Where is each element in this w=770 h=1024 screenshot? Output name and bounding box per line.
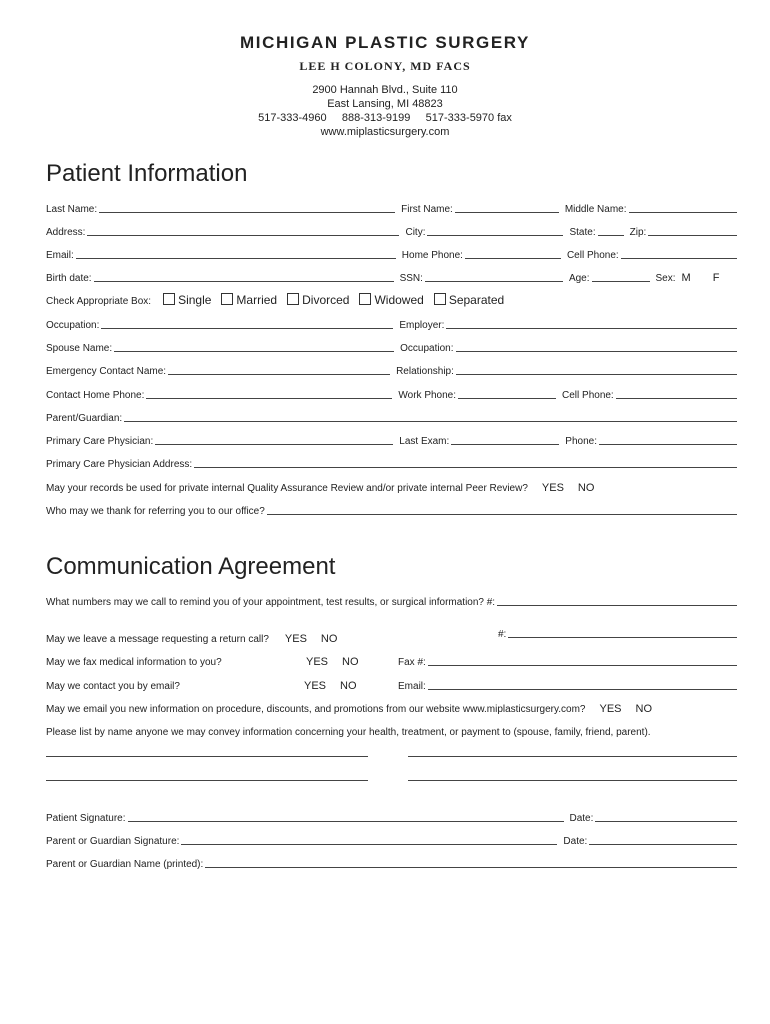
cell-phone-field[interactable] bbox=[621, 258, 737, 259]
state-label: State: bbox=[569, 227, 596, 238]
checkbox-single-label: Single bbox=[178, 293, 212, 307]
guardian-signature-label: Parent or Guardian Signature: bbox=[46, 836, 180, 847]
section-title-communication-agreement: Communication Agreement bbox=[46, 553, 336, 580]
relationship-label: Relationship: bbox=[396, 366, 454, 377]
address-label: Address: bbox=[46, 227, 86, 238]
relationship-field[interactable] bbox=[456, 374, 737, 375]
spouse-name-field[interactable] bbox=[114, 351, 394, 352]
checkbox-widowed[interactable] bbox=[359, 293, 423, 307]
primary-care-label: Primary Care Physician: bbox=[46, 436, 154, 447]
sex-option-f[interactable]: F bbox=[712, 272, 720, 284]
guardian-name-label: Parent or Guardian Name (printed): bbox=[46, 859, 204, 870]
fax-question: May we fax medical information to you? bbox=[46, 657, 222, 668]
parent-guardian-field[interactable] bbox=[124, 421, 737, 422]
authorized-person-line-4[interactable] bbox=[408, 780, 737, 781]
reminder-number-field[interactable] bbox=[497, 605, 737, 606]
primary-care-address-label: Primary Care Physician Address: bbox=[46, 459, 193, 470]
referral-label: Who may we thank for referring you to our office? bbox=[46, 506, 265, 517]
row-marital-status bbox=[46, 291, 737, 307]
row-guardian-signature bbox=[46, 831, 737, 847]
row-reminder-numbers bbox=[46, 592, 737, 608]
patient-signature-field[interactable] bbox=[128, 821, 564, 822]
checkbox-single[interactable] bbox=[163, 293, 211, 307]
emergency-contact-field[interactable] bbox=[168, 374, 390, 375]
email-contact-no[interactable]: NO bbox=[340, 680, 357, 692]
email-address-field[interactable] bbox=[428, 689, 737, 690]
state-field[interactable] bbox=[598, 235, 624, 236]
fax-yes[interactable]: YES bbox=[306, 656, 329, 668]
parent-guardian-label: Parent/Guardian: bbox=[46, 413, 123, 424]
row-promotions bbox=[46, 699, 737, 715]
checkbox-separated[interactable] bbox=[434, 293, 504, 307]
qa-review-no[interactable]: NO bbox=[577, 482, 595, 494]
last-exam-field[interactable] bbox=[451, 444, 559, 445]
checkbox-married-box[interactable] bbox=[221, 293, 233, 305]
email-field[interactable] bbox=[76, 258, 396, 259]
row-birth bbox=[46, 268, 737, 284]
sex-label: Sex: bbox=[655, 273, 676, 284]
middle-name-field[interactable] bbox=[629, 212, 737, 213]
convey-instructions: Please list by name anyone we may convey information concerning your health, treatment, or payment to (spouse, family, friend, parent). bbox=[46, 727, 651, 738]
work-phone-field[interactable] bbox=[458, 398, 556, 399]
check-box-label: Check Appropriate Box: bbox=[46, 296, 152, 307]
checkbox-divorced-box[interactable] bbox=[287, 293, 299, 305]
phone-label: Phone: bbox=[565, 436, 597, 447]
ssn-field[interactable] bbox=[425, 281, 563, 282]
row-primary-care bbox=[46, 431, 737, 447]
checkbox-widowed-box[interactable] bbox=[359, 293, 371, 305]
contact-cell-phone-label: Cell Phone: bbox=[562, 390, 614, 401]
row-occupation bbox=[46, 315, 737, 331]
checkbox-single-box[interactable] bbox=[163, 293, 175, 305]
zip-field[interactable] bbox=[648, 235, 737, 236]
spouse-occupation-field[interactable] bbox=[456, 351, 737, 352]
city-label: City: bbox=[405, 227, 426, 238]
website: www.miplasticsurgery.com bbox=[320, 126, 450, 138]
fax-number-label: Fax #: bbox=[398, 657, 426, 668]
phone-numbers: 517-333-4960 888-313-9199 517-333-5970 fax bbox=[258, 112, 512, 124]
leave-message-yes[interactable]: YES bbox=[284, 633, 307, 645]
section-title-patient-information: Patient Information bbox=[46, 160, 248, 187]
primary-care-address-field[interactable] bbox=[194, 467, 737, 468]
row-referral bbox=[46, 501, 737, 517]
age-field[interactable] bbox=[592, 281, 650, 282]
employer-field[interactable] bbox=[446, 328, 737, 329]
email-contact-yes[interactable]: YES bbox=[304, 680, 327, 692]
row-fax bbox=[46, 652, 737, 668]
emergency-contact-label: Emergency Contact Name: bbox=[46, 366, 167, 377]
row-leave-message bbox=[46, 629, 737, 645]
email-contact-question: May we contact you by email? bbox=[46, 681, 180, 692]
birth-date-label: Birth date: bbox=[46, 273, 92, 284]
contact-home-phone-field[interactable] bbox=[146, 398, 392, 399]
row-convey bbox=[46, 722, 737, 738]
last-name-label: Last Name: bbox=[46, 204, 98, 215]
spouse-occupation-label: Occupation: bbox=[400, 343, 454, 354]
occupation-label: Occupation: bbox=[46, 320, 100, 331]
checkbox-separated-label: Separated bbox=[448, 293, 505, 307]
spouse-name-label: Spouse Name: bbox=[46, 343, 113, 354]
zip-label: Zip: bbox=[629, 227, 647, 238]
row-email-contact bbox=[46, 676, 737, 692]
second-number-label: #: bbox=[498, 629, 507, 640]
city-field[interactable] bbox=[427, 235, 563, 236]
doctor-name: LEE H COLONY, MD FACS bbox=[299, 59, 471, 73]
row-patient-signature bbox=[46, 808, 737, 824]
patient-date-field[interactable] bbox=[595, 821, 737, 822]
guardian-name-field[interactable] bbox=[205, 867, 737, 868]
cell-phone-label: Cell Phone: bbox=[566, 250, 619, 261]
promotions-question: May we email you new information on procedure, discounts, and promotions from our website www.miplasticsurgery.com? bbox=[46, 704, 586, 715]
home-phone-field[interactable] bbox=[465, 258, 561, 259]
leave-message-no[interactable]: NO bbox=[320, 633, 338, 645]
fax-no[interactable]: NO bbox=[342, 656, 359, 668]
guardian-signature-field[interactable] bbox=[181, 844, 557, 845]
ssn-label: SSN: bbox=[399, 273, 423, 284]
promotions-yes[interactable]: YES bbox=[599, 703, 622, 715]
checkbox-separated-box[interactable] bbox=[434, 293, 446, 305]
home-phone-label: Home Phone: bbox=[401, 250, 463, 261]
authorized-person-line-1[interactable] bbox=[46, 756, 368, 757]
employer-label: Employer: bbox=[399, 320, 445, 331]
row-guardian-name bbox=[46, 854, 737, 870]
work-phone-label: Work Phone: bbox=[398, 390, 457, 401]
qa-review-yes[interactable]: YES bbox=[541, 482, 564, 494]
address-line-1: 2900 Hannah Blvd., Suite 110 bbox=[312, 84, 458, 96]
first-name-field[interactable] bbox=[455, 212, 559, 213]
patient-date-label: Date: bbox=[569, 813, 594, 824]
email-address-label: Email: bbox=[398, 681, 426, 692]
row-spouse bbox=[46, 338, 737, 354]
age-label: Age: bbox=[568, 273, 590, 284]
checkbox-married[interactable] bbox=[221, 293, 277, 307]
row-email bbox=[46, 245, 737, 261]
leave-message-question: May we leave a message requesting a return call? bbox=[46, 634, 269, 645]
birth-date-field[interactable] bbox=[94, 281, 394, 282]
sex-option-m[interactable]: M bbox=[681, 272, 691, 284]
address-field[interactable] bbox=[87, 235, 399, 236]
practice-name: MICHIGAN PLASTIC SURGERY bbox=[240, 33, 530, 52]
row-name bbox=[46, 199, 737, 215]
phone-field[interactable] bbox=[599, 444, 737, 445]
email-label: Email: bbox=[46, 250, 74, 261]
first-name-label: First Name: bbox=[401, 204, 453, 215]
referral-field[interactable] bbox=[267, 514, 737, 515]
row-primary-care-address bbox=[46, 454, 737, 470]
row-parent-guardian bbox=[46, 408, 737, 424]
middle-name-label: Middle Name: bbox=[564, 204, 627, 215]
promotions-no[interactable]: NO bbox=[635, 703, 653, 715]
checkbox-widowed-label: Widowed bbox=[374, 293, 424, 307]
patient-signature-label: Patient Signature: bbox=[46, 813, 126, 824]
qa-review-question: May your records be used for private internal Quality Assurance Review and/or private internal Peer Review? bbox=[46, 483, 528, 494]
fax-number-field[interactable] bbox=[428, 665, 737, 666]
last-name-field[interactable] bbox=[99, 212, 395, 213]
row-emergency-contact bbox=[46, 361, 737, 377]
row-qa-review bbox=[46, 478, 737, 494]
checkbox-divorced[interactable] bbox=[287, 293, 349, 307]
address-line-2: East Lansing, MI 48823 bbox=[327, 98, 443, 110]
checkbox-divorced-label: Divorced bbox=[302, 293, 350, 307]
guardian-date-label: Date: bbox=[563, 836, 588, 847]
reminder-numbers-label: What numbers may we call to remind you of your appointment, test results, or surgical information? #: bbox=[46, 597, 496, 608]
row-contact-phones bbox=[46, 385, 737, 401]
last-exam-label: Last Exam: bbox=[399, 436, 450, 447]
row-address bbox=[46, 222, 737, 238]
authorized-person-line-2[interactable] bbox=[408, 756, 737, 757]
primary-care-field[interactable] bbox=[155, 444, 393, 445]
contact-cell-phone-field[interactable] bbox=[616, 398, 737, 399]
guardian-date-field[interactable] bbox=[589, 844, 737, 845]
authorized-person-line-3[interactable] bbox=[46, 780, 368, 781]
contact-home-phone-label: Contact Home Phone: bbox=[46, 390, 145, 401]
occupation-field[interactable] bbox=[101, 328, 393, 329]
checkbox-married-label: Married bbox=[236, 293, 278, 307]
